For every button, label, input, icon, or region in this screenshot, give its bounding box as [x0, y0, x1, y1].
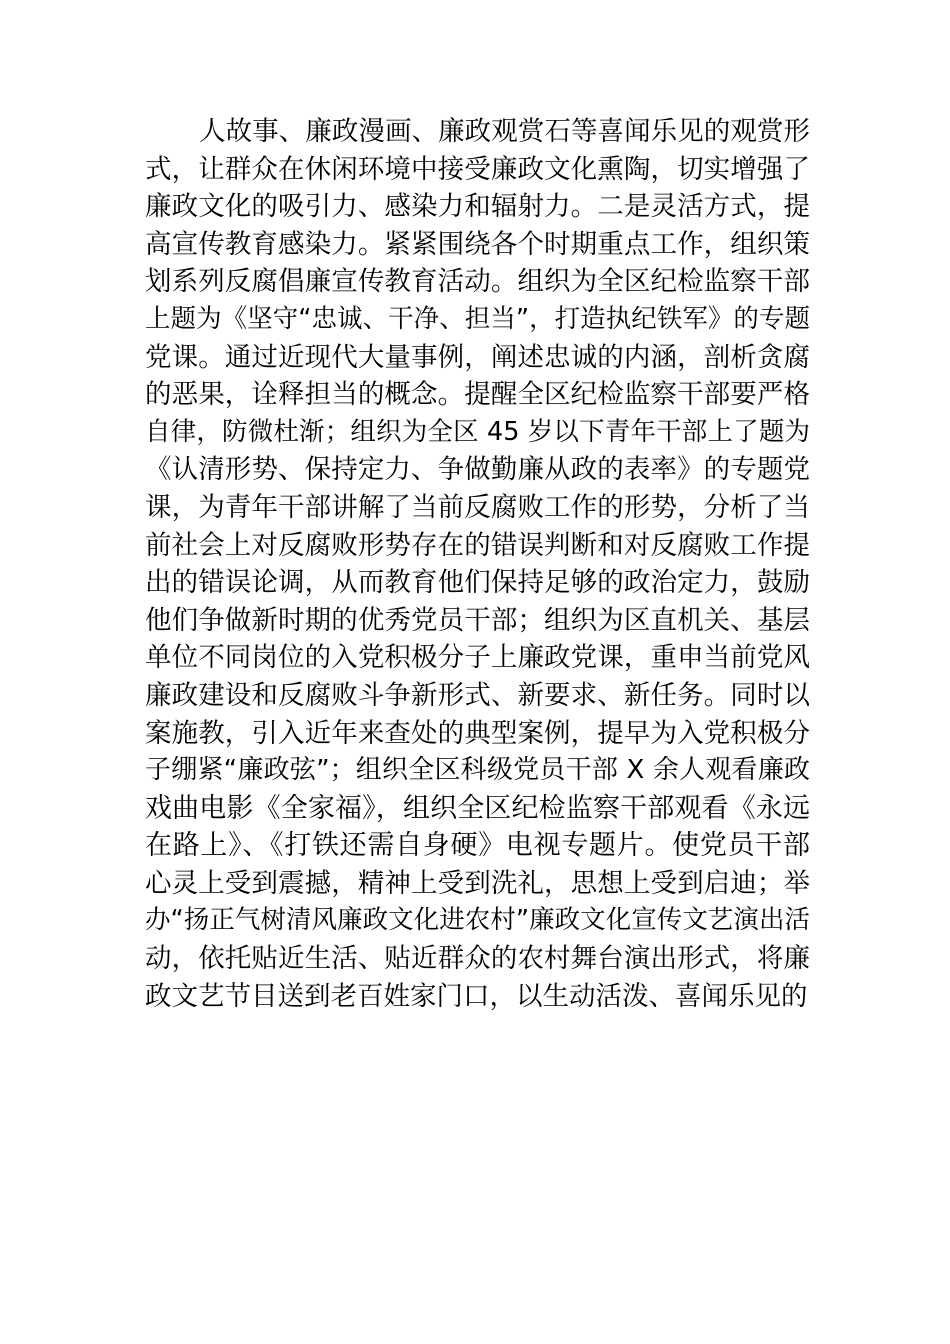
- body-text: [145, 113, 810, 1015]
- text-line: 划系列反腐倡廉宣传教育活动。组织为全区纪检监察干部: [145, 266, 810, 298]
- text-line: 前社会上对反腐败形势存在的错误判断和对反腐败工作提: [145, 529, 810, 561]
- text-line: 高宣传教育感染力。紧紧围绕各个时期重点工作，组织策: [145, 228, 810, 260]
- text-line: 廉政文化的吸引力、感染力和辐射力。二是灵活方式，提: [145, 191, 810, 223]
- text-line: 政文艺节目送到老百姓家门口，以生动活泼、喜闻乐见的: [145, 980, 808, 1012]
- text-line: 的恶果，诠释担当的概念。提醒全区纪检监察干部要严格: [145, 379, 810, 411]
- text-line: 课，为青年干部讲解了当前反腐败工作的形势，分析了当: [145, 491, 810, 523]
- text-line: 出的错误论调，从而教育他们保持足够的政治定力，鼓励: [145, 567, 810, 599]
- text-line: 人故事、廉政漫画、廉政观赏石等喜闻乐见的观赏形: [199, 116, 810, 147]
- text-line: 在路上》、《打铁还需自身硬》电视专题片。使党员干部: [145, 830, 810, 862]
- text-line: 心灵上受到震撼，精神上受到洗礼，思想上受到启迪；举: [145, 867, 810, 899]
- text-line: 子绷紧“廉政弦”；组织全区科级党员干部 X 余人观看廉政: [145, 755, 810, 786]
- text-line: 戏曲电影《全家福》，组织全区纪检监察干部观看《永远: [145, 792, 810, 824]
- text-line: 廉政建设和反腐败斗争新形式、新要求、新任务。同时以: [145, 679, 810, 711]
- text-line: 案施教，引入近年来查处的典型案例，提早为入党积极分: [145, 717, 810, 749]
- text-line: 自律，防微杜渐；组织为全区 45 岁以下青年干部上了题为: [145, 416, 810, 447]
- text-line: 单位不同岗位的入党积极分子上廉政党课，重申当前党风: [145, 642, 810, 674]
- text-line: 党课。通过近现代大量事例，阐述忠诚的内涵，剖析贪腐: [145, 341, 810, 373]
- text-line: 他们争做新时期的优秀党员干部；组织为区直机关、基层: [145, 604, 810, 636]
- text-line: 上题为《坚守“忠诚、干净、担当”，打造执纪铁军》的专题: [145, 303, 810, 334]
- text-line: 式，让群众在休闲环境中接受廉政文化熏陶，切实增强了: [145, 153, 810, 185]
- text-line: 《认清形势、保持定力、争做勤廉从政的表率》的专题党: [145, 454, 810, 486]
- text-line: 办“扬正气树清风廉政文化进农村”廉政文化宣传文艺演出活: [145, 905, 810, 936]
- text-line: 动，依托贴近生活、贴近群众的农村舞台演出形式，将廉: [145, 943, 810, 975]
